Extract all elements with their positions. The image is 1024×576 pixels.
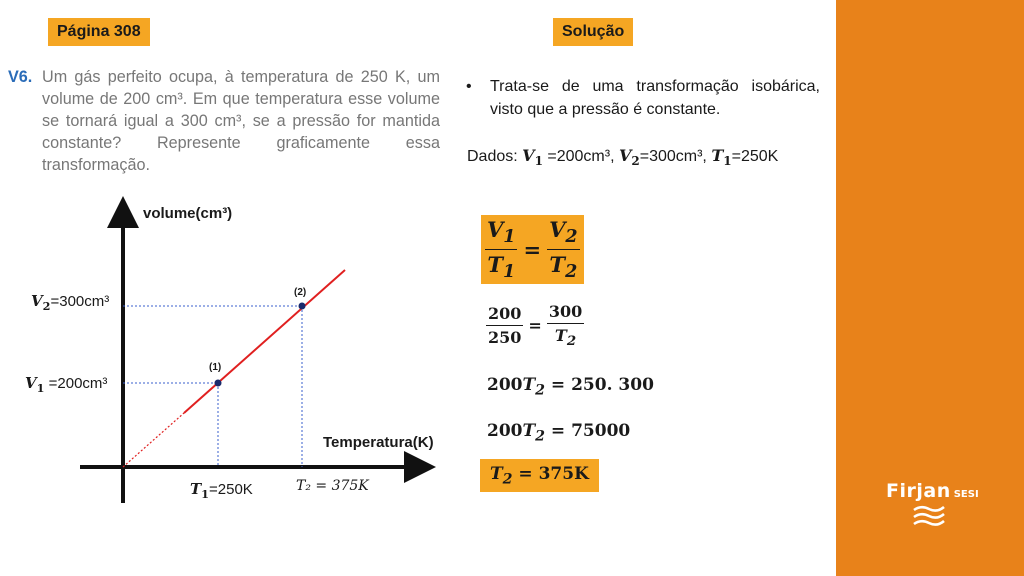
t1-axis-label: $T_1=250K$	[190, 480, 253, 501]
t1-symbol: $T_1$	[711, 146, 732, 169]
bullet-text: Trata-se de uma transformação isobárica, visto que a pressão é constante.	[490, 78, 820, 118]
fraction-200-250: $\frac{200}{250}$	[488, 304, 522, 348]
v1-axis-label: $V_1 =200cm^3$	[25, 374, 108, 395]
point-1	[215, 380, 222, 387]
logo-sub: SESI	[953, 489, 979, 500]
y-axis-label: volume(cm³)	[143, 205, 233, 222]
fraction-right: $\frac{V_2}{T_2}$	[549, 217, 578, 283]
fraction-300-t2: $\frac{300}{T_2}$	[548, 302, 583, 350]
equation-cross-multiply: $200T_2 = 250$. 300	[487, 375, 654, 399]
bullet-icon: •	[466, 78, 472, 95]
v2-axis-label: $V_2=300cm^3$	[31, 292, 110, 313]
question-body: Um gás perfeito ocupa, à temperatura de 250 K, um volume de 200 cm³. Em que temperatura esse volume se tornará igual a 300 cm³, se a pressão for mantida constante? Represente graficamente essa transformação.	[42, 68, 440, 174]
x-axis-label: Temperatura(K)	[323, 434, 434, 451]
equals-sign: =	[523, 237, 542, 263]
v1-value: =200cm³,	[542, 148, 619, 165]
equals-sign: =	[528, 316, 542, 336]
v2-symbol: $V_2$	[618, 146, 640, 169]
v2-value: =300cm³,	[639, 148, 712, 165]
isobaric-line	[184, 270, 345, 413]
point-1-label: (1)	[209, 362, 222, 373]
dados-prefix: Dados:	[467, 148, 523, 165]
solution-tag: Solução	[553, 18, 633, 46]
point-2	[299, 303, 306, 310]
equation-product: $200T_2 = 75000$	[487, 421, 631, 445]
extrapolation-dotted-line	[123, 413, 184, 467]
t2-axis-label: T₂ = 375K	[296, 478, 369, 494]
point-2-label: (2)	[294, 287, 307, 298]
logo-name: Firjan	[886, 480, 951, 502]
question-number: V6.	[8, 68, 33, 86]
waves-icon	[912, 504, 946, 530]
firjan-sesi-logo	[886, 480, 979, 502]
t1-value: =250K	[731, 148, 779, 165]
page-tag: Página 308	[48, 18, 150, 46]
v1-symbol: $V_1$	[522, 146, 543, 169]
answer-box: $T_2 = 375K$	[480, 459, 599, 492]
fraction-left: $\frac{V_1}{T_1}$	[487, 217, 516, 283]
